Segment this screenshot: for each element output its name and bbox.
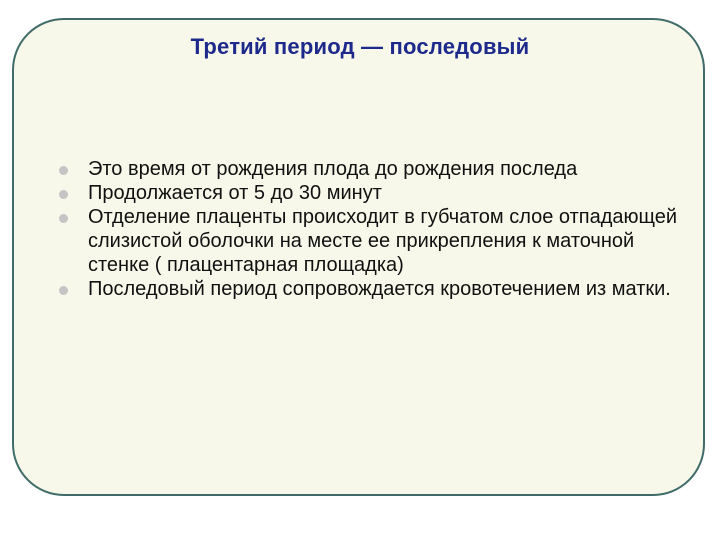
bullet-item-2	[88, 181, 678, 205]
slide-title: Третий период — последовый	[190, 34, 530, 59]
bullet-item-3	[88, 205, 678, 277]
bullet-text-2: Продолжается от 5 до 30 минут	[88, 182, 382, 204]
bullet-item-4	[88, 277, 678, 301]
bullet-text-4: Последовый период сопровождается кровотечением из матки.	[88, 278, 671, 300]
bullet-dot-icon	[59, 214, 68, 223]
bullet-text-3: Отделение плаценты происходит в губчатом слое отпадающей слизистой оболочки на месте ее прикрепления к маточной стенке ( плацентарная площадка)	[88, 206, 678, 276]
bullet-list	[88, 157, 678, 301]
bullet-item-1	[88, 157, 678, 181]
bullet-dot-icon	[59, 190, 68, 199]
bullet-dot-icon	[59, 166, 68, 175]
bullet-text-1: Это время от рождения плода до рождения последа	[88, 158, 578, 180]
bullet-dot-icon	[59, 286, 68, 295]
